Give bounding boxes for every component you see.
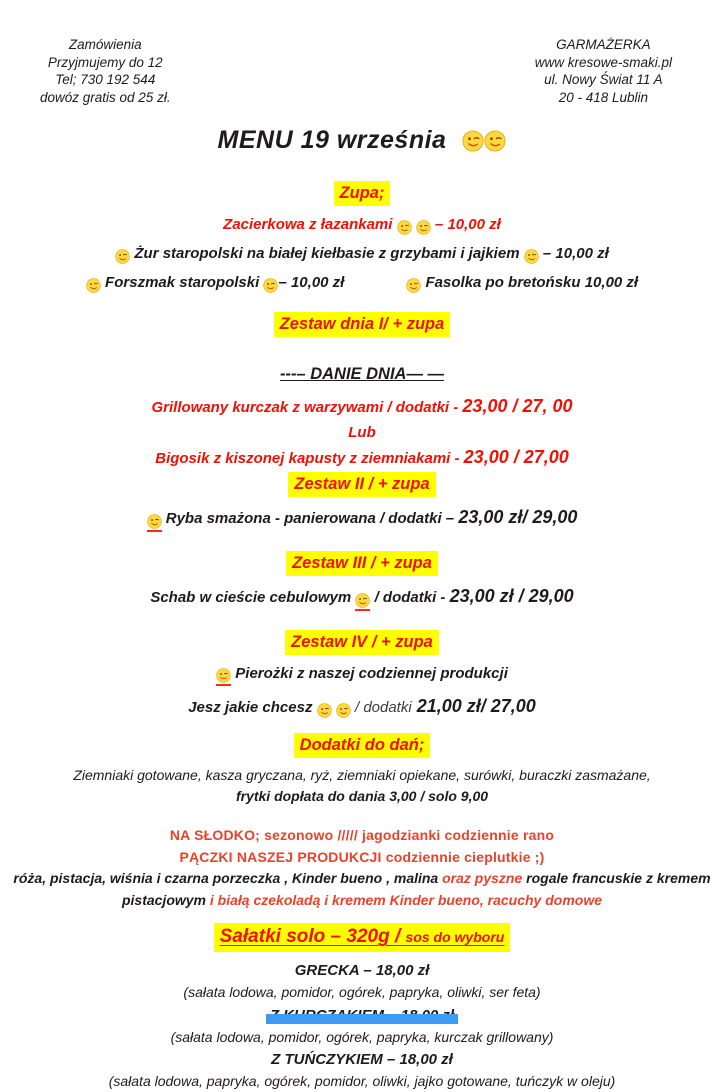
text-segment: 23,00 zł/ 29,00 bbox=[458, 506, 578, 527]
item-forszmak-fasolka bbox=[0, 272, 724, 293]
document-header bbox=[0, 0, 724, 106]
section-salatki-highlight bbox=[214, 923, 511, 952]
text-segment: 21,00 zł/ 27,00 bbox=[411, 696, 536, 717]
title-emojis bbox=[462, 129, 506, 152]
text-segment: Zacierkowa z łazankami bbox=[223, 216, 397, 234]
text-segment: – 10,00 zł bbox=[538, 245, 609, 263]
wink-emoji-icon bbox=[216, 668, 231, 687]
text-segment: / dodatki - bbox=[370, 588, 450, 606]
text-segment: (sałata lodowa, pomidor, ogórek, papryka, oliwki, ser feta) bbox=[183, 983, 541, 1000]
section-zestaw-2 bbox=[0, 472, 724, 497]
delivery-info: dowóz gratis od 25 zł. bbox=[40, 89, 171, 105]
text-segment: – 10,00 zł bbox=[430, 216, 501, 234]
business-street: ul. Nowy Świat 11 A bbox=[544, 72, 663, 88]
menu-body bbox=[0, 181, 724, 1092]
item-grillowany-kurczak bbox=[0, 394, 724, 419]
text-segment: Sałatki solo – 320g / bbox=[219, 926, 406, 948]
wink-emoji-icon bbox=[317, 703, 332, 719]
text-segment: 23,00 / 27,00 bbox=[463, 446, 569, 467]
item-z-tunczykiem bbox=[0, 1049, 724, 1070]
note-flavors-1 bbox=[0, 869, 724, 889]
section-zupa-highlight bbox=[334, 181, 391, 206]
text-segment: Jesz jakie chcesz bbox=[188, 699, 317, 717]
wink-emoji-icon bbox=[462, 129, 484, 152]
text-segment: Fasolka po bretońsku 10,00 zł bbox=[421, 274, 639, 292]
wink-emoji-icon bbox=[484, 129, 506, 152]
wink-emoji-icon bbox=[336, 703, 351, 719]
bottom-blue-bar bbox=[266, 1014, 458, 1024]
text-segment: Lub bbox=[348, 423, 376, 441]
text-segment: 23,00 / 27, 00 bbox=[462, 396, 573, 417]
text-segment: Zupa; bbox=[339, 184, 385, 203]
text-segment: – 10,00 zł bbox=[278, 274, 345, 292]
text-segment: Forszmak staropolski bbox=[100, 274, 264, 292]
text-segment: ---– DANIE DNIA— — bbox=[279, 365, 445, 384]
text-segment: Schab w cieście cebulowym bbox=[150, 588, 356, 606]
section-zestaw-4 bbox=[0, 630, 724, 655]
text-segment: i białą czekoladą i kremem Kinder bueno, racuchy domowe bbox=[209, 891, 603, 908]
wink-emoji-icon bbox=[524, 249, 539, 265]
item-ryba bbox=[0, 505, 724, 532]
wink-emoji-icon bbox=[416, 220, 431, 236]
text-segment: PĄCZKI NASZEJ PRODUKCJI codziennie cieplutkie ;) bbox=[179, 848, 545, 865]
item-z-tunczykiem-desc bbox=[0, 1072, 724, 1092]
text-segment: Z TUŃCZYKIEM – 18,00 zł bbox=[271, 1051, 453, 1069]
note-dodatki-list bbox=[0, 766, 724, 786]
business-website: www kresowe-smaki.pl bbox=[534, 54, 672, 70]
wink-emoji-icon bbox=[406, 278, 421, 294]
note-flavors-2 bbox=[0, 891, 724, 911]
text-segment: róża, pistacja, wiśnia i czarna porzeczka , Kinder bueno , malina bbox=[13, 870, 443, 887]
section-dodatki bbox=[0, 733, 724, 758]
section-salatki bbox=[0, 923, 724, 952]
text-segment: Zestaw III / + zupa bbox=[292, 553, 432, 572]
text-segment: Zestaw IV / + zupa bbox=[291, 632, 433, 651]
wink-emoji-icon bbox=[86, 278, 101, 294]
order-info-block bbox=[40, 36, 171, 106]
item-jesz-jakie-chcesz bbox=[0, 694, 724, 719]
text-segment: Ryba smażona - panierowana / dodatki – bbox=[161, 509, 459, 527]
section-zestaw-4-highlight bbox=[285, 630, 439, 655]
text-segment: GRECKA – 18,00 zł bbox=[294, 961, 430, 979]
section-zestaw-1-highlight bbox=[274, 312, 451, 337]
text-segment: Bigosik z kiszonej kapusty z ziemniakami - bbox=[155, 449, 464, 467]
item-zur bbox=[0, 243, 724, 264]
item-pierozki bbox=[0, 663, 724, 687]
text-segment: rogale francuskie z kremem bbox=[526, 870, 711, 887]
wink-emoji-icon bbox=[115, 249, 130, 265]
note-frytki bbox=[0, 787, 724, 807]
text-segment: Ziemniaki gotowane, kasza gryczana, ryż, ziemniaki opiekane, surówki, buraczki zasmażane, bbox=[73, 766, 651, 783]
text-segment: / dodatki bbox=[350, 699, 412, 717]
order-phone: Tel; 730 192 544 bbox=[55, 72, 156, 88]
section-zestaw-3 bbox=[0, 551, 724, 576]
wink-emoji-icon bbox=[355, 592, 370, 611]
text-segment: oraz pyszne bbox=[442, 870, 527, 887]
section-zestaw-3-highlight bbox=[286, 551, 438, 576]
wink-emoji-icon bbox=[147, 513, 162, 532]
text-segment: Zestaw dnia I/ + zupa bbox=[279, 315, 445, 334]
text-segment: frytki dopłata do dania 3,00 / solo 9,00 bbox=[235, 788, 489, 805]
heading-danie-dnia bbox=[0, 363, 724, 386]
text-segment: NA SŁODKO; sezonowo ///// jagodzianki codziennie rano bbox=[169, 826, 555, 843]
text-segment: (sałata lodowa, papryka, ogórek, pomidor, oliwki, jajko gotowane, tuńczyk w oleju) bbox=[108, 1073, 616, 1090]
wink-emoji-icon bbox=[263, 278, 278, 294]
text-segment: Grillowany kurczak z warzywami / dodatki - bbox=[151, 399, 463, 417]
item-lub bbox=[0, 422, 724, 443]
wink-emoji-icon bbox=[397, 220, 412, 236]
item-grecka bbox=[0, 960, 724, 981]
item-schab bbox=[0, 584, 724, 611]
note-na-slodko bbox=[0, 826, 724, 846]
text-segment: pistacjowym bbox=[121, 891, 210, 908]
text-segment: Żur staropolski na białej kiełbasie z grzybami i jajkiem bbox=[130, 245, 524, 263]
section-zupa bbox=[0, 181, 724, 206]
section-dodatki-highlight bbox=[294, 733, 431, 758]
text-segment: 23,00 zł / 29,00 bbox=[449, 585, 574, 606]
item-z-kurczakiem-desc bbox=[0, 1028, 724, 1048]
text-segment: (sałata lodowa, pomidor, ogórek, papryka, kurczak grillowany) bbox=[170, 1028, 554, 1045]
item-grecka-desc bbox=[0, 983, 724, 1003]
page-title bbox=[0, 126, 724, 155]
text-segment: Zestaw II / + zupa bbox=[294, 474, 430, 493]
section-zestaw-2-highlight bbox=[288, 472, 435, 497]
text-segment: sos do wyboru bbox=[405, 929, 505, 946]
business-city: 20 - 418 Lublin bbox=[558, 89, 649, 105]
text-segment: Pierożki z naszej codziennej produkcji bbox=[231, 664, 508, 682]
menu-title-text: MENU 19 września bbox=[217, 126, 447, 155]
item-bigosik bbox=[0, 445, 724, 470]
section-zestaw-1 bbox=[0, 312, 724, 337]
item-zacierkowa bbox=[0, 214, 724, 235]
order-info-line: Zamówienia bbox=[68, 37, 142, 52]
business-info-block bbox=[535, 36, 672, 106]
business-name: GARMAŻERKA bbox=[556, 37, 651, 52]
order-info-line: Przyjmujemy do 12 bbox=[47, 54, 163, 70]
note-paczki bbox=[0, 848, 724, 868]
text-segment: Dodatki do dań; bbox=[299, 735, 425, 754]
